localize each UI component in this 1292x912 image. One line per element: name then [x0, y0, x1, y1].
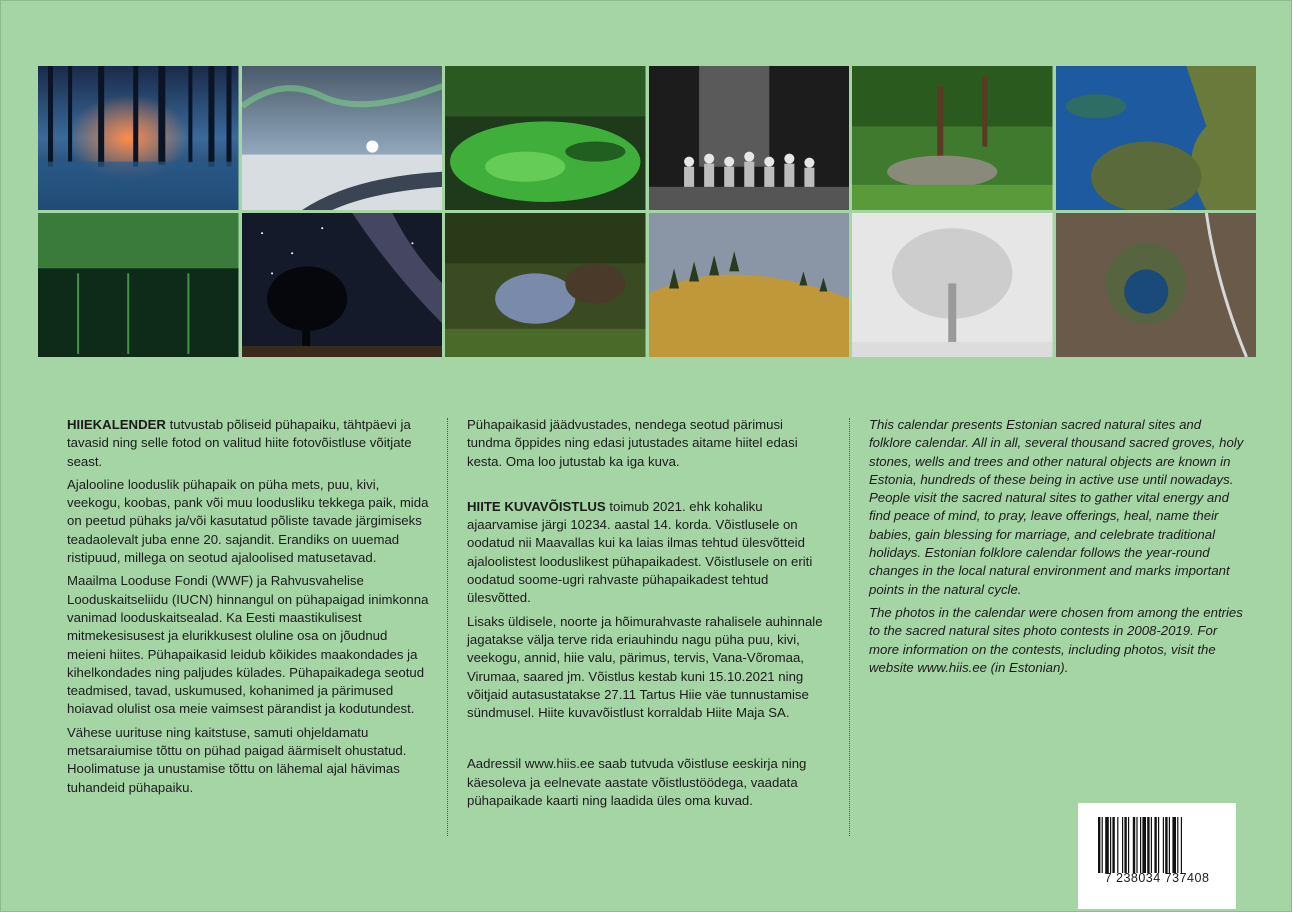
barcode-bars — [1098, 817, 1216, 873]
photo-hill-with-pines — [649, 213, 850, 357]
paragraph: Pühapaikasid jäädvustades, nendega seotud pärimusi tundma õppides ning edasi jutustades aitame hiitel edasi kesta. Oma loo jutustab ka iga kuva. — [467, 417, 798, 469]
paragraph: Maailma Looduse Fondi (WWF) ja Rahvusvahelise Looduskaitseliidu (IUCN) hinnangul on pühapaigad inimkonna vanimad looduskaitsealad. Ka Eesti maastikulisest mitmekesisusest ja elurikkusest oluline osa on jõudnud meieni hiites. Pühapaikasid leidub kõikides maakondades ja kihelkondades ning paljudes külades. Pühapaikadega seotud teadmised, tavad, uskumused, kohanimed ja pärimused hoiavad olulist osa meie vaimsest pärandist ja kodutundest. — [67, 573, 429, 717]
paragraph: Lisaks üldisele, noorte ja hõimurahvaste rahalisele auhinnale jagatakse välja terve rida eriauhindu nagu püha puu, kivi, veekogu, annid, hiie valu, pärimus, tervis, Vana-Võromaa, Virumaa, saared jm. Võistlus kestab kuni 15.10.2021 ning võitjaid autasustatakse 27.11 Tartus Hiie väe tunnustamise sündmusel. Hiite kuvavõistlust korraldab Hiite Maja SA. — [467, 613, 823, 721]
contest-column — [467, 416, 829, 815]
paragraph-text: tutvustab põliseid pühapaiku, tähtpäevi ja tavasid ning selle fotod on valitud hiite fotovõistluse võitjate seast. — [67, 417, 412, 469]
photo-tree-in-fog — [852, 213, 1053, 357]
paragraph: Ajalooline looduslik pühapaik on püha mets, puu, kivi, veekogu, koobas, pank või muu loodusliku tekkega paik, mida on peetud pühaks ja/või kasutatud põliste tavade järgimiseks teadaolevalt juba enne 20. sajandit. Erandiks on uuemad ristipuud, millega on seotud ajaloolised matusetavad. — [67, 476, 429, 566]
barcode-number: 7 238034 737408 — [1104, 871, 1210, 885]
heading-hiite-kuvavoistlus: HIITE KUVAVÕISTLUS — [467, 498, 606, 514]
photo-blue-water-rocks — [1056, 66, 1257, 210]
paragraph: The photos in the calendar were chosen from among the entries to the sacred natural sites photo contests in 2008-2019. For more information on the contests, including photos, visit the website www.hiis.ee (in Estonian). — [869, 604, 1243, 675]
photo-aerial-pool — [1056, 213, 1257, 357]
barcode — [1078, 803, 1236, 909]
paragraph: Vähese uurituse ning kaitstuse, samuti ohjeldamatu metsaraiumise tõttu on pühad paigad äärmiselt ohustatud. Hoolimatuse ja unustamise tõttu on lähemal ajal hävimas tuhandeid pühapaiku. — [67, 724, 407, 795]
photo-grid — [38, 66, 1256, 357]
photo-stone-under-tree — [852, 66, 1053, 210]
photo-green-pond — [445, 66, 646, 210]
photo-winter-forest-sunset — [38, 66, 239, 210]
photo-forest-reflection — [38, 213, 239, 357]
column-separator — [447, 418, 448, 836]
estonian-intro-column — [67, 416, 429, 802]
paragraph: Aadressil www.hiis.ee saab tutvuda võistluse eeskirja ning käesoleva ja eelnevate aastate võistlustöödega, vaadata pühapaikade kaarti ning laadida üles oma kuvad. — [467, 756, 807, 809]
heading-hiiekalender: HIIEKALENDER — [67, 417, 166, 432]
paragraph-text: toimub 2021. ehk kohaliku ajaarvamise järgi 10234. aastal 14. korda. Võistlusele on oodatud nii Maavallas kui ka laias ilmas tehtud ülesvõtteid ajaloolistest looduslikest pühapaikadest. Võistlusele on eriti oodatud soome-ugri rahvaste pühapaikadest tehtud ülesvõtted. — [467, 498, 813, 606]
photo-people-in-grove — [649, 66, 850, 210]
photo-forest-spring — [445, 213, 646, 357]
photo-aurora-snow-river — [242, 66, 443, 210]
english-column — [869, 416, 1244, 682]
paragraph — [67, 416, 429, 471]
paragraph — [467, 498, 829, 608]
column-separator — [849, 418, 850, 836]
photo-tree-milky-way — [242, 213, 443, 357]
paragraph: This calendar presents Estonian sacred natural sites and folklore calendar. All in all, several thousand sacred groves, holy stones, wells and trees and other natural objects are known in Estonia, hundreds of these being in active use until nowadays. People visit the sacred natural sites to gather vital energy and find peace of mind, to pray, leave offerings, heal, name their babies, gain blessing for marriage, and celebrate traditional holidays. Estonian folklore calendar follows the year-round changes in the local natural environment and marks important points in the natural cycle. — [869, 417, 1244, 597]
